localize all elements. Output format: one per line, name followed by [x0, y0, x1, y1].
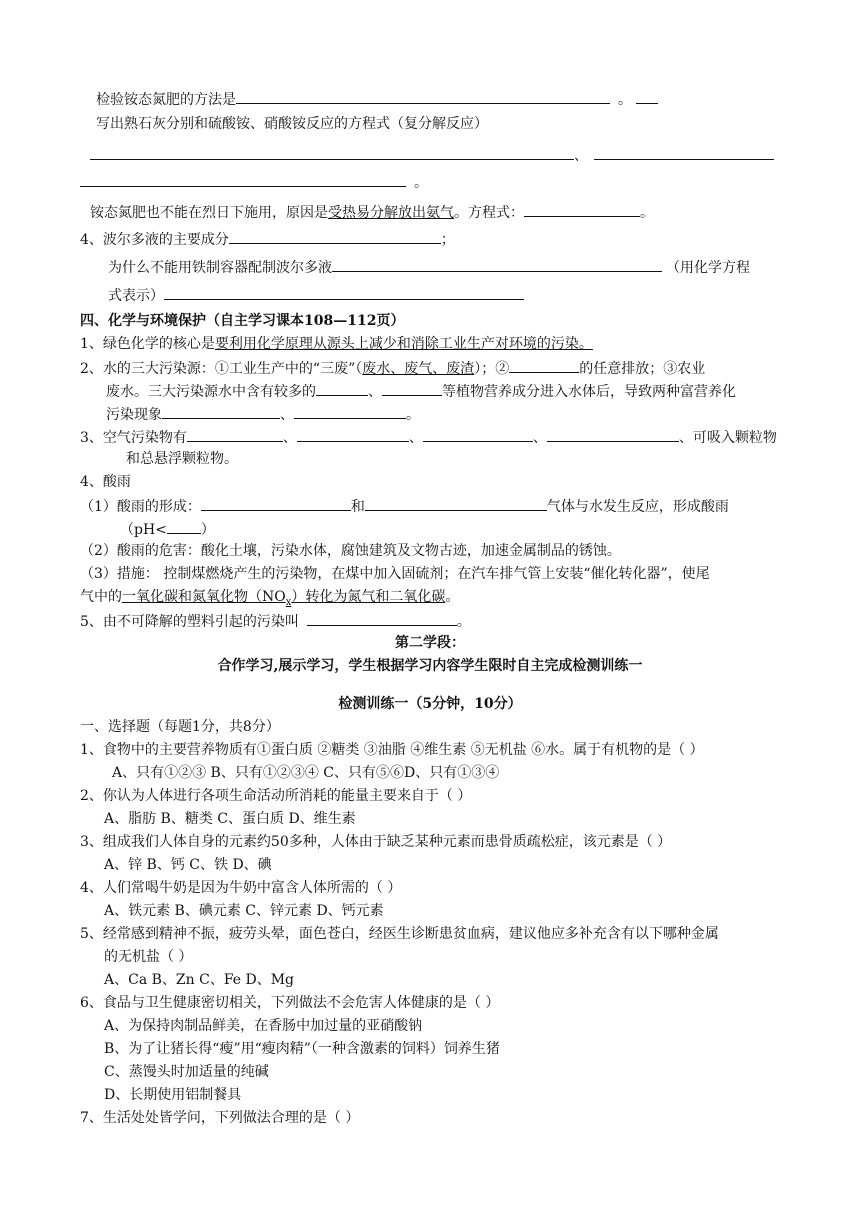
- equation-line-2: 。: [80, 172, 428, 192]
- bordeaux-question: 4、波尔多液的主要成分 ；: [80, 229, 455, 249]
- acid-rain-harm: （2）酸雨的危害：酸化土壤，污染水体，腐蚀建筑及文物古迹，加速金属制品的锈蚀。: [80, 543, 621, 559]
- blank[interactable]: [382, 381, 442, 396]
- blank[interactable]: [167, 519, 201, 534]
- blank[interactable]: [332, 257, 662, 272]
- question-7: 7、生活处处皆学问，下列做法合理的是（ ）: [80, 1110, 360, 1126]
- blank[interactable]: [187, 427, 283, 442]
- water-pollution-line-2: 废水。三大污染源水中含有较多的 、 等植物营养成分进入水体后，导致两种富营养化: [106, 381, 736, 401]
- blank[interactable]: [594, 145, 774, 160]
- acid-rain-measures-2: 气中的一氧化碳和氮氧化物$(NO_x)$转化为氮气和二氧化碳。: [80, 589, 460, 608]
- equation-instruction: 写出熟石灰分别和硫酸铵、硝酸铵反应的方程式（复分解反应）: [96, 116, 488, 132]
- water-pollution-line-3: 污染现象 、 。: [106, 404, 420, 424]
- acid-rain-formation: （1）酸雨的形成： 和 气体与水发生反应，形成酸雨: [80, 496, 729, 516]
- equation-line-1: 、: [90, 145, 774, 165]
- blank[interactable]: [547, 427, 679, 442]
- question-2-options: A、脂肪 B、糖类 C、蛋白质 D、维生素: [104, 811, 356, 827]
- blank[interactable]: [236, 89, 610, 104]
- air-pollutants-line-2: 和总悬浮颗粒物。: [126, 451, 238, 467]
- question-5-cont: 的无机盐（ ）: [104, 949, 193, 965]
- question-6-option-a: A、为保持肉制品鲜美，在香肠中加过量的亚硝酸钠: [104, 1018, 423, 1034]
- question-6: 6、食品与卫生健康密切相关，下列做法不会危害人体健康的是（ ）: [80, 995, 500, 1011]
- blank[interactable]: [307, 611, 457, 626]
- question-6-option-b: B、为了让猪长得“瘦”用“瘦肉精”（一种含激素的饲料）饲养生猪: [104, 1041, 500, 1057]
- stage-2-subtitle: 合作学习,展示学习，学生根据学习内容学生限时自主完成检测训练一: [217, 658, 643, 674]
- blank[interactable]: [201, 496, 351, 511]
- acid-rain-heading: 4、酸雨: [80, 474, 131, 490]
- question-6-option-c: C、蒸馒头时加适量的纯碱: [104, 1064, 269, 1080]
- test-title: 检测训练一（5分钟，10分）: [338, 696, 522, 712]
- bordeaux-iron-question: 为什么不能用铁制容器配制波尔多液 （用化学方程: [108, 257, 750, 277]
- question-1-options: A、只有①②③ B、只有①②③④ C、只有⑤⑥D、只有①③④: [112, 765, 500, 781]
- water-pollution-line-1: 2、水的三大污染源：①工业生产中的“三废”（废水、废气、废渣）；② 的任意排放；③农业: [80, 358, 705, 378]
- question-3-options: A、锌 B、钙 C、铁 D、碘: [104, 857, 272, 873]
- question-4: 4、人们常喝牛奶是因为牛奶中富含人体所需的（ ）: [80, 880, 402, 896]
- blank[interactable]: [636, 89, 658, 104]
- question-5-options: A、Ca B、Zn C、Fe D、Mg: [104, 972, 295, 988]
- blank[interactable]: [423, 427, 533, 442]
- question-6-option-d: D、长期使用铝制餐具: [104, 1087, 242, 1103]
- blank[interactable]: [365, 496, 547, 511]
- blank[interactable]: [90, 145, 574, 160]
- ammonium-test-line: 检验铵态氮肥的方法是 。: [96, 89, 658, 109]
- acid-rain-measures-1: （3）措施： 控制煤燃烧产生的污染物，在煤中加入固硫剂；在汽车排气管上安装“催化转化器”，使尾: [80, 566, 710, 582]
- air-pollutants-line: 3、空气污染物有 、 、 、 、可吸入颗粒物: [80, 427, 777, 447]
- test-section-heading: 一、选择题（每题1分，共8分）: [80, 719, 280, 735]
- ammonium-sunlight-line: 铵态氮肥也不能在烈日下施用，原因是受热易分解放出氨气。方程式： 。: [90, 202, 654, 222]
- question-3: 3、组成我们人体自身的元素约50多种，人体由于缺乏某种元素而患骨质疏松症，该元素是（ ）: [80, 834, 672, 850]
- blank[interactable]: [297, 427, 409, 442]
- blank[interactable]: [162, 404, 280, 419]
- blank[interactable]: [316, 381, 368, 396]
- blank[interactable]: [524, 202, 640, 217]
- blank[interactable]: [80, 172, 406, 187]
- question-5: 5、经常感到精神不振，疲劳头晕，面色苍白，经医生诊断患贫血病，建议他应多补充含有以下哪种金属: [80, 926, 719, 942]
- bordeaux-iron-question-cont: 式表示）: [108, 285, 524, 305]
- question-1: 1、食物中的主要营养物质有①蛋白质 ②糖类 ③油脂 ④维生素 ⑤无机盐 ⑥水。属于有机物的是（ ）: [80, 742, 704, 758]
- green-chemistry-line: 1、绿色化学的核心是要利用化学原理从源头上减少和消除工业生产对环境的污染。: [80, 336, 593, 352]
- question-4-options: A、铁元素 B、碘元素 C、锌元素 D、钙元素: [104, 903, 384, 919]
- blank[interactable]: [229, 229, 441, 244]
- white-pollution-line: 5、由不可降解的塑料引起的污染叫 。: [80, 611, 471, 631]
- blank[interactable]: [509, 358, 579, 373]
- blank[interactable]: [294, 404, 406, 419]
- question-2: 2、你认为人体进行各项生命活动所消耗的能量主要来自于（ ）: [80, 788, 472, 804]
- section-heading-environment: 四、化学与环境保护（自主学习课本108—112页）: [80, 313, 405, 329]
- stage-2-title: 第二学段：: [395, 635, 465, 651]
- acid-rain-ph: （pH< ）: [120, 519, 215, 539]
- blank[interactable]: [164, 285, 524, 300]
